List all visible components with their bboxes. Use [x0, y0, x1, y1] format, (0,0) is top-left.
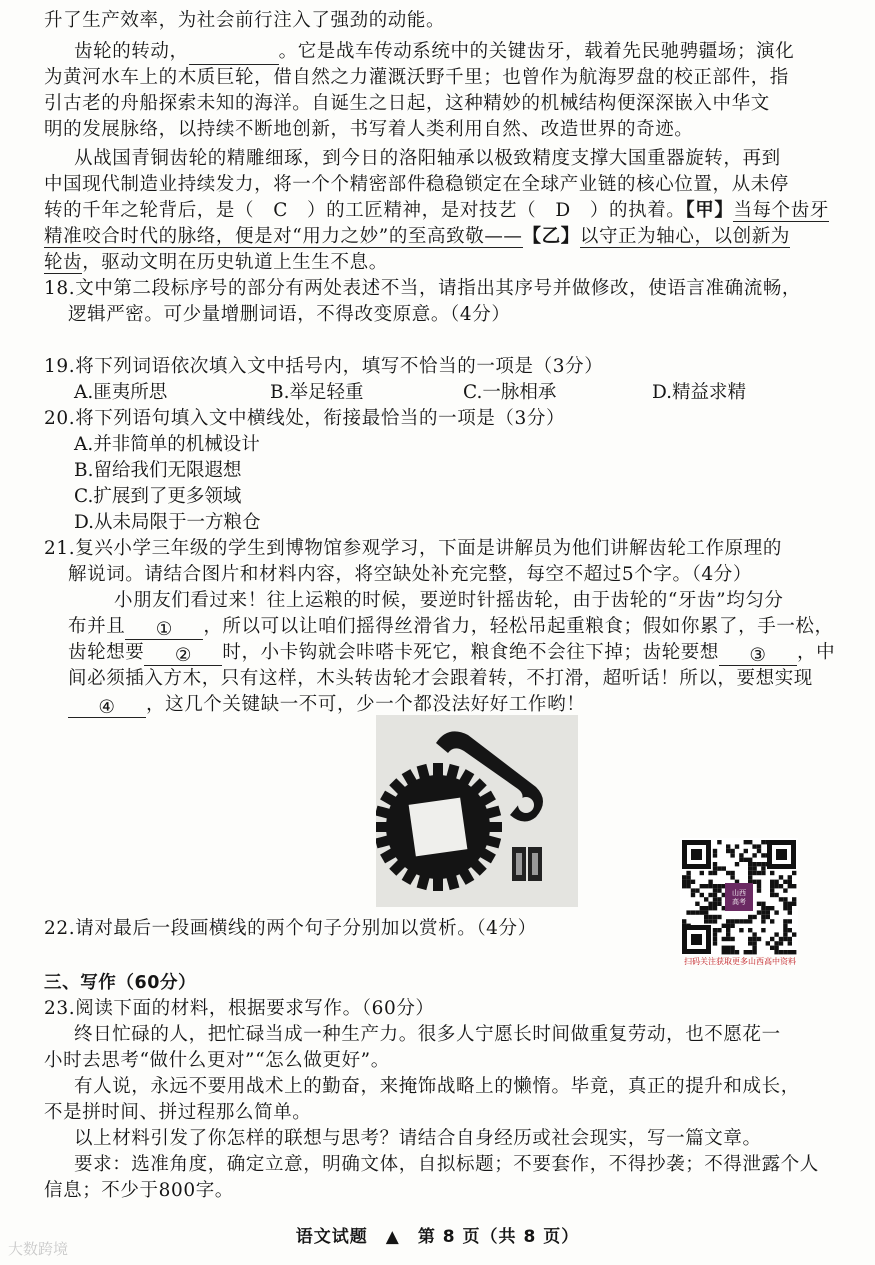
underlined-sentence-jia: 当每个齿牙: [733, 200, 829, 221]
q21-passage-line4: 间必须插入方木，只有这样，木头转齿轮才会跟着转，不打滑，超听话！所以，要想实现: [68, 668, 813, 689]
q21-stem-line2: 解说词。请结合图片和材料内容，将空缺处补充完整，每空不超过5个字。（4分）: [68, 564, 752, 585]
q21-passage-line2: 布并且 ① ，所以可以让咱们摇得丝滑省力，轻松吊起重粮食；假如你累了，手一松，: [68, 616, 834, 640]
marker-yi: 【乙】: [522, 226, 580, 247]
q19-option-a: A.匪夷所思: [74, 382, 168, 403]
q23-material-line2: 小时去思考“做什么更对”“怎么做更好”。: [44, 1050, 390, 1071]
qr-code-icon: [680, 838, 798, 956]
q22-stem: 22.请对最后一段画横线的两个句子分别加以赏析。（4分）: [44, 918, 537, 939]
q23-requirements-line2: 信息；不少于800字。: [44, 1180, 234, 1201]
q20-option-b: B.留给我们无限遐想: [74, 460, 242, 481]
intro-tail: 升了生产效率，为社会前行注入了强劲的动能。: [44, 10, 446, 31]
para3-line3: 转的千年之轮背后，是（ C ）的工匠精神，是对技艺（ D ）的执着。【甲】当每个齿牙: [44, 200, 829, 221]
para3-line4: 精准咬合时代的脉络，便是对“用力之妙”的至高致敬——【乙】以守正为轴心，以创新为: [44, 226, 790, 247]
q23-material-line3: 有人说，永远不要用战术上的勤奋，来掩饰战略上的懒惰。毕竟，真正的提升和成长，: [74, 1076, 800, 1097]
q23-prompt: 以上材料引发了你怎样的联想与思考？请结合自身经历或社会现实，写一篇文章。: [74, 1128, 762, 1149]
q23-stem: 23.阅读下面的材料，根据要求写作。（60分）: [44, 998, 435, 1019]
q20-option-a: A.并非简单的机械设计: [74, 434, 260, 455]
para2-line3: 引古老的舟船探索未知的海洋。自诞生之日起，这种精妙的机械结构便深深嵌入中华文: [44, 93, 770, 114]
q23-requirements-line1: 要求：选准角度，确定立意，明确文体，自拟标题；不要套作，不得抄袭；不得泄露个人: [74, 1154, 819, 1175]
gear-ratchet-image: [376, 715, 578, 907]
q19-option-c: C.一脉相承: [463, 382, 557, 403]
svg-text:高考: 高考: [732, 898, 746, 906]
q20-stem: 20.将下列语句填入文中横线处，衔接最恰当的一项是（3分）: [44, 408, 566, 429]
q20-option-c: C.扩展到了更多领域: [74, 486, 242, 507]
qr-code[interactable]: [680, 838, 798, 956]
q21-passage-line1: 小朋友们看过来！往上运粮的时候，要逆时针摇齿轮，由于齿轮的“牙齿”均匀分: [114, 590, 784, 611]
underlined-sentence-yi: 以守正为轴心，以创新为: [579, 226, 790, 247]
q21-stem-line1: 21.复兴小学三年级的学生到博物馆参观学习，下面是讲解员为他们讲解齿轮工作原理的: [44, 538, 782, 559]
para3-line2: 中国现代制造业持续发力，将一个个精密部件稳稳锁定在全球产业链的核心位置，从未停: [44, 174, 789, 195]
section-3-heading: 三、写作（60分）: [44, 973, 197, 993]
blank-1: ①: [125, 617, 203, 640]
q21-passage-line5: ④ ，这几个关键缺一不可，少一个都没法好好工作哟！: [68, 692, 868, 718]
para2-blank: [189, 42, 279, 65]
svg-text:山西: 山西: [732, 889, 746, 897]
q20-option-d: D.从未局限于一方粮仓: [74, 512, 261, 533]
gear-ratchet-icon: [376, 715, 578, 907]
para2-line2: 为黄河水车上的木质巨轮，借自然之力灌溉沃野千里；也曾作为航海罗盘的校正部件，指: [44, 67, 789, 88]
para3-line1: 从战国青铜齿轮的精雕细琢，到今日的洛阳轴承以极致精度支撑大国重器旋转，再到: [74, 148, 781, 169]
watermark-text: 大数跨境: [8, 1240, 69, 1258]
q23-material-line4: 不是拼时间、拼过程那么简单。: [44, 1102, 312, 1123]
q18-stem-line2: 逻辑严密。可少量增删词语，不得改变原意。（4分）: [68, 304, 511, 325]
q21-passage-line3: 齿轮想要 ② 时，小卡钩就会咔嗒卡死它，粮食绝不会往下掉；齿轮要想 ③ ，中: [68, 642, 836, 666]
q19-stem: 19.将下列词语依次填入文中括号内，填写不恰当的一项是（3分）: [44, 356, 604, 377]
q23-material-line1: 终日忙碌的人，把忙碌当成一种生产力。很多人宁愿长时间做重复劳动，也不愿花一: [74, 1024, 781, 1045]
para2-line4: 明的发展脉络，以持续不断地创新，书写着人类利用自然、改造世界的奇迹。: [44, 119, 694, 140]
q19-option-b: B.举足轻重: [270, 382, 364, 403]
blank-2: ②: [144, 643, 222, 666]
blank-4: ④: [68, 695, 146, 718]
para3-line5: 轮齿，驱动文明在历史轨道上生生不息。: [44, 252, 388, 273]
q18-stem-line1: 18.文中第二段标序号的部分有两处表述不当，请指出其序号并做修改，使语言准确流畅，: [44, 278, 802, 299]
q19-option-d: D.精益求精: [652, 382, 747, 403]
para2-line1: 齿轮的转动， 。它是战车传动系统中的关键齿牙，载着先民驰骋疆场；演化: [74, 39, 844, 65]
blank-3: ③: [719, 643, 797, 666]
qr-caption: 扫码关注获取更多山西高中资料: [684, 957, 796, 966]
marker-jia: 【甲】: [685, 200, 734, 221]
page-footer: 语文试题 ▲ 第 8 页（共 8 页）: [295, 1227, 580, 1247]
